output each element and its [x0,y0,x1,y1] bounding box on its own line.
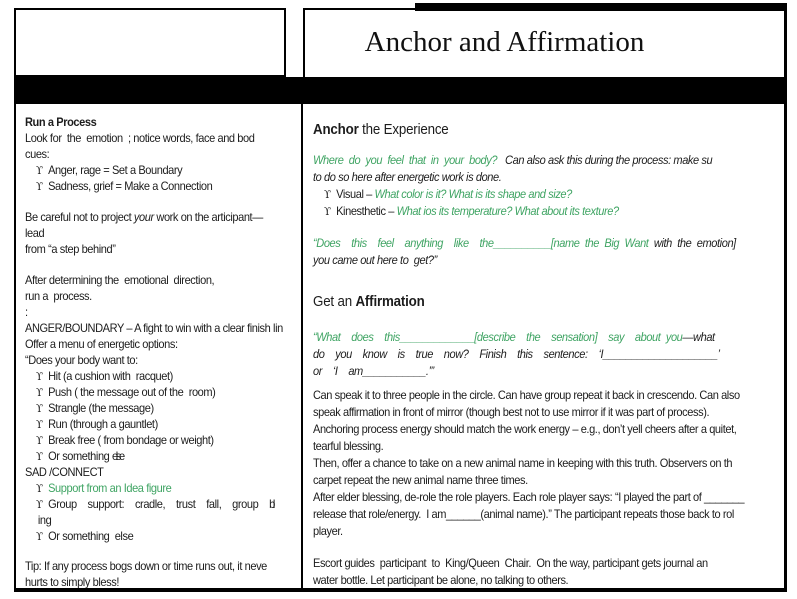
text-segment: else [112,449,123,463]
aries-bullet-icon: ϒ [36,450,43,463]
text-line [25,368,301,384]
aries-bullet-icon: ϒ [36,386,43,399]
text-segment: What ios its temperature? What about its texture? [396,204,619,218]
text-segment: Be careful not to project [25,210,134,224]
text-line [25,336,298,352]
text-line [25,432,301,448]
text-segment: tearful blessing. [313,439,384,453]
text-line [313,421,786,438]
text-line [25,528,301,544]
text-line [313,346,786,363]
text-line [25,480,301,496]
text-segment: Escort guides participant to King/Queen Chair. On the way, participant gets journal an [313,556,708,570]
text-line [313,294,786,311]
text-segment: Hit (a cushion with racquet) [48,369,173,383]
title-box [303,8,787,77]
text-line [25,384,301,400]
aries-bullet-icon: ϒ [36,402,43,415]
text-line [25,416,301,432]
text-segment: —what [682,330,715,344]
text-segment: Anchoring process energy should match the work energy – e.g., don’t yell cheers after a quitet, [313,422,737,436]
text-segment: Push ( the message out of the room) [48,385,216,399]
blank-line [25,257,298,272]
text-segment: Look for the emotion ; notice words, face and bod [25,131,255,145]
blank-line [313,311,786,329]
text-segment: bl [269,497,273,511]
step5-label: Step 5 [236,109,290,126]
text-segment: from “a step behind” [25,242,116,256]
text-line [313,252,786,269]
text-line [25,320,298,336]
text-line [25,512,301,528]
text-line [25,209,298,225]
aries-bullet-icon: ϒ [36,164,43,177]
text-segment: speak affirmation in front of mirror (though best not to use mirror if it was part of process). [313,405,710,419]
text-line [25,574,298,588]
aries-bullet-icon: ϒ [36,370,43,383]
text-line [313,523,786,540]
text-segment: hurts to simply bless! [25,575,119,588]
text-line [313,387,786,404]
text-line [25,352,298,368]
text-segment: “Does this feel anything like the__________[name the Big Want [313,236,649,250]
text-line [313,506,786,523]
text-line [25,464,298,480]
text-line [25,162,301,178]
text-line [313,203,787,220]
text-line [313,235,786,252]
text-line [25,178,301,194]
text-segment: Affirmation [355,294,425,310]
text-line [25,558,298,574]
text-segment: Offer a menu of energetic options: [25,337,178,351]
text-segment: water bottle. Let participant be alone, no talking to others. [313,573,569,587]
text-line [313,169,786,186]
text-segment: Can speak it to three people in the circle. Can have group repeat it back in crescendo. Can also [313,388,740,402]
step5-column [16,104,301,588]
blank-line [313,380,786,387]
text-segment: Or something [48,449,113,463]
text-segment: ing [37,513,52,527]
text-segment: Anchor [313,122,359,138]
text-segment: do you know is true now? Finish this sentence: ‘I____________________’ [313,347,720,361]
text-line [313,555,786,572]
text-line [313,572,786,588]
blank-line [25,194,298,209]
aries-bullet-icon: ϒ [36,530,43,543]
text-line [25,241,298,257]
text-segment: Kinesthetic – [336,204,397,218]
blank-line [313,139,786,152]
text-segment: Visual – [336,187,375,201]
text-segment: After elder blessing, de-role the role players. Each role player says: “I played the part of _______ [313,490,745,504]
text-line [313,152,786,169]
text-segment: “What does this_____________[describe the sensation] say about you [313,330,683,344]
text-segment: Then, offer a chance to take on a new animal name in keeping with this truth. Observers on th [313,456,733,470]
text-segment: Break free ( from bondage or weight) [48,433,214,447]
text-segment: Get an [313,294,356,310]
text-line [25,304,298,320]
text-segment: the Experience [358,122,449,138]
text-segment: lead [25,226,45,240]
aries-bullet-icon: ϒ [36,418,43,431]
aries-bullet-icon: ϒ [36,482,43,495]
text-segment: your [133,210,154,224]
text-segment: player. [313,524,343,538]
text-line [313,438,786,455]
text-line [25,225,298,241]
title-box-top-border [415,3,787,11]
text-segment: cues: [25,147,50,161]
step6-column [303,104,787,588]
text-segment: Or something else [48,529,134,543]
text-line [25,288,298,304]
top-left-empty-box [14,8,286,77]
text-line [313,122,786,139]
aries-bullet-icon: ϒ [36,498,43,511]
text-line [25,400,301,416]
text-line [25,114,298,130]
text-segment: After determining the emotional direction, [25,273,215,287]
text-line [25,496,301,512]
aries-bullet-icon: ϒ [324,188,331,201]
step6-header-bar [303,77,787,126]
text-segment: with the emotion] [648,236,736,250]
text-segment: Anger, rage = Set a Boundary [48,163,183,177]
text-segment: What color is it? What is its shape and size? [374,187,572,201]
text-line [25,448,301,464]
text-line [313,455,786,472]
text-segment: Support from an Idea figure [48,481,172,495]
text-segment: SAD /CONNECT [25,465,104,479]
text-segment: you came out here to get?” [313,253,437,267]
text-segment: to do so here after energetic work is done. [313,170,502,184]
text-line [25,272,298,288]
text-segment: carpet repeat the new animal name three times. [313,473,528,487]
text-line [313,186,787,203]
text-segment: Group support: cradle, trust fall, group [48,497,270,511]
text-line [313,329,786,346]
text-segment: : [25,305,28,319]
text-line [25,146,298,162]
text-segment: run a process. [25,289,92,303]
blank-line [313,540,786,555]
aries-bullet-icon: ϒ [324,205,331,218]
text-segment: work on the articipant— [153,210,263,224]
content-area [14,104,787,592]
text-segment: Where do you feel that in your body? [313,153,498,167]
text-segment: release that role/energy. I am______(animal name).” The participant repeats those back to rol [313,507,734,521]
text-segment: Run (through a gauntlet) [48,417,158,431]
text-segment: Sadness, grief = Make a Connection [48,179,213,193]
aries-bullet-icon: ϒ [36,180,43,193]
blank-line [25,544,298,558]
text-line [313,472,786,489]
text-line [313,363,786,380]
document-title: Anchor and Affirmation [364,26,645,58]
text-segment: Strangle (the message) [48,401,154,415]
blank-line [313,269,786,294]
text-segment: Tip: If any process bogs down or time runs out, it neve [25,559,267,573]
blank-line [313,220,786,235]
step6-label: Step 6 [526,109,581,126]
text-line [313,489,786,506]
text-line [25,130,298,146]
text-segment: ANGER/BOUNDARY – A fight to win with a clear finish lin [25,321,283,335]
text-line [313,404,786,421]
text-segment: Can also ask this during the process: make su [497,153,713,167]
text-segment: Run a Process [25,115,97,129]
aries-bullet-icon: ϒ [36,434,43,447]
text-segment: or ‘I am___________.’” [313,364,434,378]
text-segment: “Does your body want to: [25,353,138,367]
